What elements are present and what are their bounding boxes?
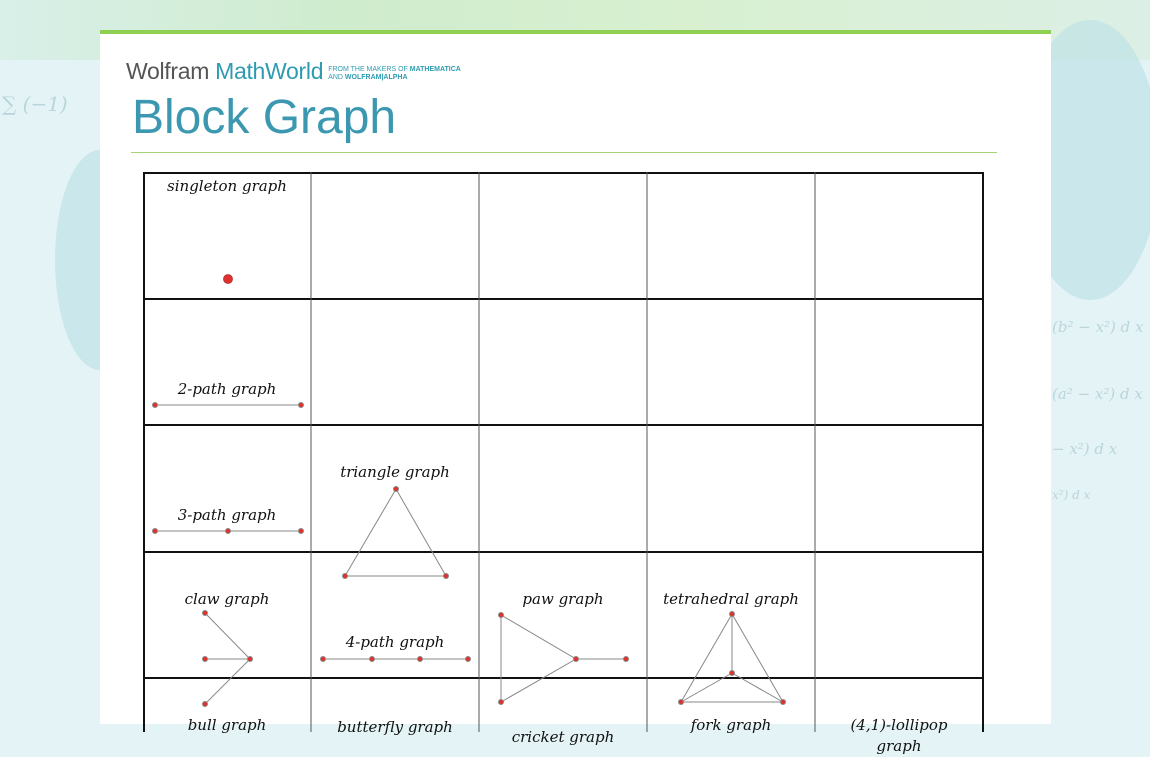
graph-drawings <box>143 172 984 732</box>
cell-label-claw-graph: claw graph <box>184 590 270 608</box>
cell-label-butterfly-graph: butterfly graph <box>337 718 453 736</box>
tetrahedral-graph-drawing <box>679 612 786 705</box>
background-formula-3: − x²) d x <box>1052 440 1118 458</box>
claw-graph-drawing <box>203 611 253 707</box>
triangle-graph-drawing <box>343 487 449 579</box>
background-formula-4: x²) d x <box>1052 488 1091 502</box>
background-formula-sum: ∑ (−1) <box>2 92 68 116</box>
singleton-graph-drawing <box>224 275 233 284</box>
four-path-graph-drawing <box>321 657 471 662</box>
block-graph-table <box>143 172 984 755</box>
cell-label-tetrahedral-graph: tetrahedral graph <box>663 590 799 608</box>
cell-label-2-path-graph: 2-path graph <box>177 380 277 398</box>
brand-wolfram: Wolfram <box>126 58 210 84</box>
two-path-graph-drawing <box>153 403 304 408</box>
paw-graph-drawing <box>499 613 629 705</box>
cell-label-lollipop-graph: (4,1)-lollipop graph <box>850 716 948 755</box>
cell-label-paw-graph: paw graph <box>522 590 604 608</box>
page-title: Block Graph <box>132 91 397 144</box>
cell-label-singleton-graph: singleton graph <box>167 177 287 195</box>
background-formula-2: (a² − x²) d x <box>1052 385 1143 403</box>
cell-label-4-path-graph: 4-path graph <box>345 633 445 651</box>
cell-label-bull-graph: bull graph <box>187 716 267 734</box>
background-formula-1: (b² − x²) d x <box>1052 318 1144 336</box>
title-divider <box>131 152 997 153</box>
three-path-graph-drawing <box>153 529 304 534</box>
content-page <box>100 30 1051 755</box>
mathworld-logo[interactable] <box>126 58 461 85</box>
brand-mathworld: MathWorld <box>215 58 324 84</box>
cell-label-triangle-graph: triangle graph <box>340 463 450 481</box>
brand-tagline: FROM THE MAKERS OF MATHEMATICA AND WOLFRAM|ALPHA <box>328 66 461 81</box>
cell-label-3-path-graph: 3-path graph <box>177 506 277 524</box>
cell-label-fork-graph: fork graph <box>690 716 772 734</box>
cell-label-cricket-graph: cricket graph <box>511 728 615 746</box>
